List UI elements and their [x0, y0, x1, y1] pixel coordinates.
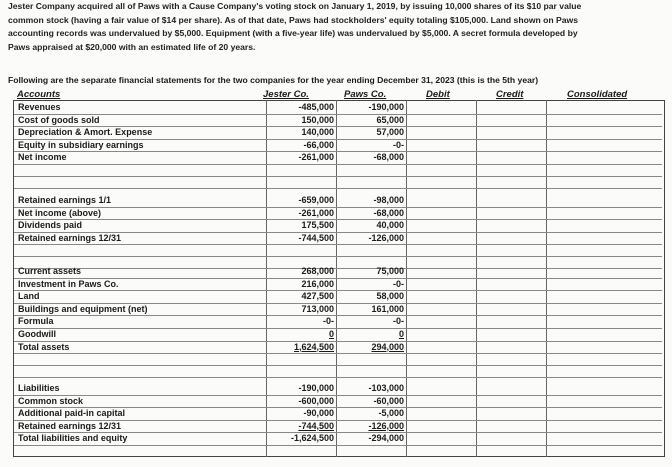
header-consolidated: Consolidated	[567, 89, 628, 100]
intro-line-2: common stock (having a fair value of $14 per share). As of that date, Paws had stockholders' equity totaling $105,000. Land shown on Paws	[8, 14, 579, 25]
problem-intro	[8, 0, 663, 54]
intro-line-1: Jester Company acquired all of Paws with a Cause Company's voting stock on January 1, 2019, by issuing 10,000 shares of its $10 par value	[8, 1, 582, 11]
table-row	[14, 291, 662, 304]
table-row	[14, 408, 662, 421]
table-row	[14, 102, 662, 115]
paws-value: -68,000	[373, 207, 404, 218]
blank-row	[14, 177, 662, 189]
jester-value: -190,000	[298, 383, 334, 393]
row-label: Depreciation & Amort. Expense	[18, 127, 153, 138]
row-label: Net income	[18, 152, 67, 163]
row-label: Total liabilities and equity	[18, 433, 128, 444]
jester-value: 216,000	[301, 278, 334, 289]
jester-value: 427,500	[301, 291, 334, 302]
row-label: Retained earnings 1/1	[18, 195, 112, 205]
header-jester: Jester Co.	[263, 89, 309, 100]
row-label: Total assets	[18, 341, 70, 352]
paws-value: -126,000	[368, 232, 404, 243]
row-label: Formula	[18, 316, 54, 327]
jester-value: -1,624,500	[290, 433, 334, 444]
table-row	[14, 316, 662, 329]
blank-row	[14, 354, 662, 366]
row-label: Current assets	[18, 266, 82, 276]
row-label: Additional paid-in capital	[18, 408, 126, 419]
paws-value: 65,000	[376, 114, 404, 125]
paws-value: 57,000	[376, 127, 404, 138]
jester-value: -0-	[323, 316, 334, 327]
paws-value: -0-	[393, 278, 404, 289]
jester-value: 175,500	[301, 220, 334, 231]
table-row	[14, 140, 662, 153]
jester-value: -261,000	[298, 152, 334, 163]
table-row	[14, 329, 662, 342]
jester-value: -66,000	[303, 139, 334, 150]
blank-row	[14, 366, 662, 378]
jester-value: -261,000	[298, 207, 334, 218]
statement-caption: Following are the separate financial statements for the two companies for the year ending December 31, 2023 (this is the 5th year)	[8, 75, 539, 85]
row-label: Buildings and equipment (net)	[18, 303, 148, 314]
income-section	[14, 102, 662, 189]
row-label: Goodwill	[18, 328, 56, 339]
paws-value: 0	[398, 328, 404, 339]
row-label: Liabilities	[18, 383, 60, 393]
header-debit: Debit	[426, 89, 450, 100]
paws-value: -68,000	[373, 152, 404, 163]
paws-value: 75,000	[376, 266, 404, 276]
paws-value: -190,000	[368, 102, 404, 112]
intro-line-3: accounting records was undervalued by $5,000. Equipment (with a five-year life) was undervalued by $5,000. A secret formula developed by	[8, 28, 578, 38]
jester-value: -600,000	[298, 395, 334, 406]
paws-value: -126,000	[368, 420, 404, 431]
row-label: Revenues	[18, 102, 61, 112]
table-row	[14, 396, 662, 409]
row-label: Net income (above)	[18, 207, 102, 218]
paws-value: -294,000	[368, 433, 404, 444]
jester-value: -90,000	[303, 408, 334, 419]
paws-value: 58,000	[376, 291, 404, 302]
table-row	[14, 433, 662, 446]
retained-earnings-section	[14, 195, 662, 269]
paws-value: 40,000	[376, 220, 404, 231]
paws-value: -60,000	[373, 395, 404, 406]
jester-value: 140,000	[301, 127, 334, 138]
table-row	[14, 233, 662, 246]
blank-row	[14, 165, 662, 177]
table-row	[14, 304, 662, 317]
jester-value: 150,000	[301, 114, 334, 125]
row-label: Common stock	[18, 395, 84, 406]
row-label: Equity in subsidiary earnings	[18, 139, 144, 150]
jester-value: 713,000	[301, 303, 334, 314]
jester-value: 0	[328, 328, 334, 339]
jester-value: -485,000	[298, 102, 334, 112]
row-label: Retained earnings 12/31	[18, 420, 122, 431]
jester-value: 1,624,500	[293, 341, 334, 352]
paws-value: -5,000	[378, 408, 404, 419]
row-label: Retained earnings 12/31	[18, 232, 122, 243]
table-row	[14, 208, 662, 221]
row-label: Investment in Paws Co.	[18, 278, 119, 289]
table-row	[14, 220, 662, 233]
table-row	[14, 342, 662, 355]
table-row	[14, 266, 662, 279]
table-row	[14, 421, 662, 434]
header-credit: Credit	[496, 89, 524, 100]
jester-value: -744,500	[298, 232, 334, 243]
table-row	[14, 152, 662, 165]
paws-value: 161,000	[371, 303, 404, 314]
table-row	[14, 195, 662, 208]
header-accounts: Accounts	[17, 89, 61, 100]
liabilities-section	[14, 383, 662, 446]
paws-value: -98,000	[373, 195, 404, 205]
row-label: Land	[18, 291, 40, 302]
table-row	[14, 115, 662, 128]
paws-value: 294,000	[371, 341, 404, 352]
table-row	[14, 383, 662, 396]
header-paws: Paws Co.	[344, 89, 387, 100]
table-row	[14, 279, 662, 292]
jester-value: -659,000	[298, 195, 334, 205]
row-label: Dividends paid	[18, 220, 83, 231]
blank-row	[14, 245, 662, 257]
assets-section	[14, 266, 662, 378]
paws-value: -103,000	[368, 383, 404, 393]
jester-value: -744,500	[298, 420, 334, 431]
paws-value: -0-	[393, 316, 404, 327]
table-row	[14, 127, 662, 140]
jester-value: 268,000	[301, 266, 334, 276]
intro-line-4: Paws appraised at $20,000 with an estimated life of 20 years.	[8, 41, 256, 52]
row-label: Cost of goods sold	[18, 114, 100, 125]
paws-value: -0-	[393, 139, 404, 150]
